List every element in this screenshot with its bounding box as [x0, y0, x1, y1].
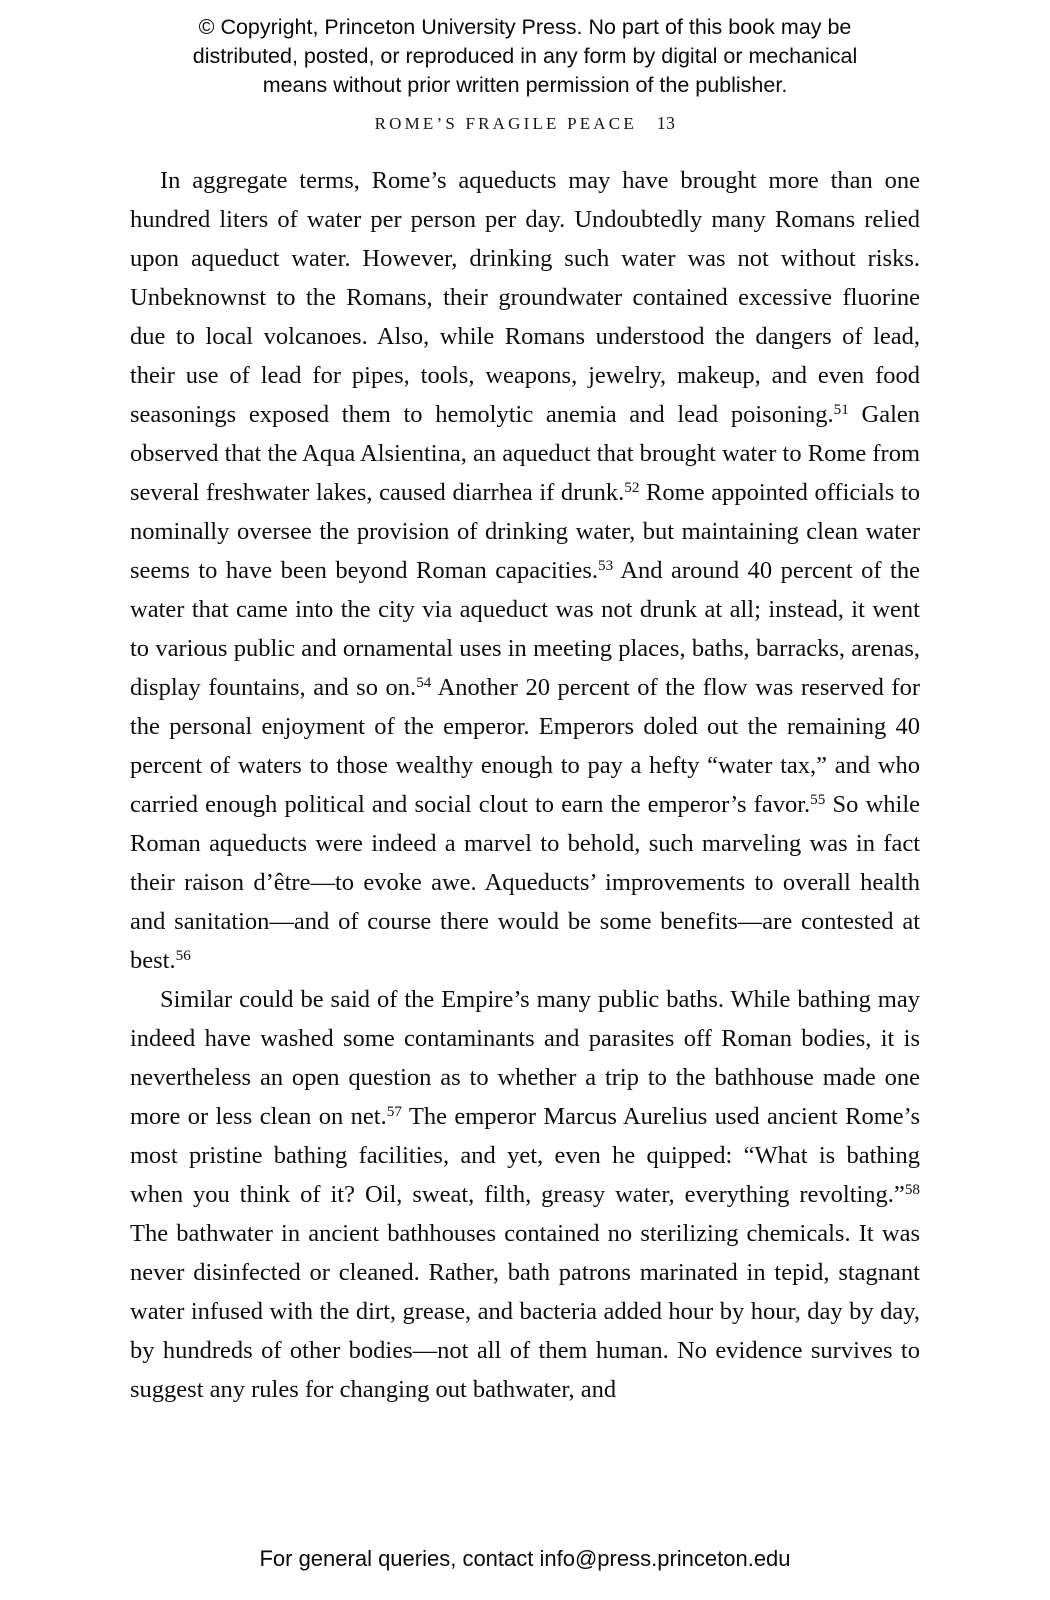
running-head [0, 113, 1050, 134]
paragraph: In aggregate terms, Rome’s aqueducts may have brought more than one hundred liters of water per person per day. Undoubtedly many Romans relied upon aqueduct water. However, drinking such water was not without risks. Unbeknownst to the Romans, their groundwater contained excessive fluorine due to local volcanoes. Also, while Romans understood the dangers of lead, their use of lead for pipes, tools, weapons, jewelry, makeup, and even food seasonings exposed them to hemolytic anemia and lead poisoning.$^{51}$ Galen observed that the Aqua Alsientina, an aqueduct that brought water to Rome from several freshwater lakes, caused diarrhea if drunk.$^{52}$ Rome appointed officials to nominally oversee the provision of drinking water, but maintaining clean water seems to have been beyond Roman capacities.$^{53}$ And around 40 percent of the water that came into the city via aqueduct was not drunk at all; instead, it went to various public and ornamental uses in meeting places, baths, barracks, arenas, display fountains, and so on.$^{54}$ Another 20 percent of the flow was reserved for the personal enjoyment of the emperor. Emperors doled out the remaining 40 percent of waters to those wealthy enough to pay a hefty “water tax,” and who carried enough political and social clout to earn the emperor’s favor.$^{55}$ So while Roman aqueducts were indeed a marvel to behold, such marveling was in fact their raison d’être—to evoke awe. Aqueducts’ improvements to overall health and sanitation—and of course there would be some benefits—are contested at best.$^{56}$ [130, 167, 920, 974]
page-number: 13 [656, 113, 676, 133]
footnote-ref: 52 [624, 478, 640, 496]
footnote-ref: 56 [175, 946, 191, 964]
footnote-ref: 58 [904, 1180, 920, 1198]
footnote-ref: 57 [386, 1102, 402, 1120]
footnote-ref: 51 [833, 400, 849, 418]
copyright-notice: © Copyright, Princeton University Press. No part of this book may be distributed, posted, or reproduced in any form by digital or mechanical means without prior written permission of the publisher. [192, 15, 858, 97]
footnote-ref: 53 [598, 556, 614, 574]
footnote-ref: 54 [416, 673, 432, 691]
footer-contact: For general queries, contact info@press.princeton.edu [259, 1546, 791, 1571]
paragraph: Similar could be said of the Empire’s many public baths. While bathing may indeed have washed some contaminants and parasites off Roman bodies, it is nevertheless an open question as to whether a trip to the bathhouse made one more or less clean on net.$^{57}$ The emperor Marcus Aurelius used ancient Rome’s most pristine bathing facilities, and yet, even he quipped: “What is bathing when you think of it? Oil, sweat, filth, greasy water, everything revolting.”$^{58}$ The bathwater in ancient bathhouses contained no sterilizing chemicals. It was never disinfected or cleaned. Rather, bath patrons marinated in tepid, stagnant water infused with the dirt, grease, and bacteria added hour by hour, day by day, by hundreds of other bodies—not all of them human. No evidence survives to suggest any rules for changing out bathwater, and [130, 986, 920, 1403]
body-text [130, 161, 920, 1409]
footnote-ref: 55 [810, 790, 826, 808]
running-head-title: ROME’S FRAGILE PEACE [374, 114, 637, 133]
